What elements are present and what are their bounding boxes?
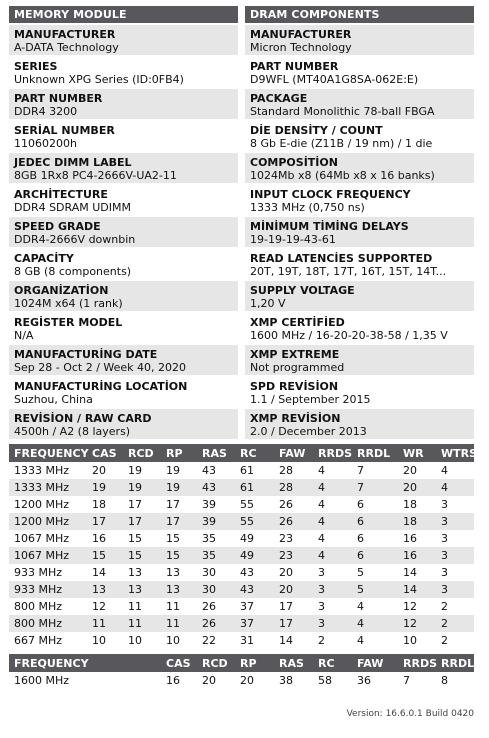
timing-column-header: RP (161, 444, 197, 462)
xmp-cell: 38 (279, 674, 293, 687)
timing-cell: 5 (357, 566, 364, 579)
dram-field (245, 249, 474, 279)
xmp-column-header: FREQUENCY (9, 654, 123, 672)
timing-cell: 61 (240, 464, 254, 477)
module-field (9, 409, 238, 439)
timing-cell: 17 (279, 600, 293, 613)
timing-cell: 13 (128, 566, 142, 579)
xmp-cell: 36 (357, 674, 371, 687)
timing-cell: 16 (403, 532, 417, 545)
timing-cell: 15 (166, 532, 180, 545)
timing-cell: 18 (398, 513, 436, 530)
module-field-label: PART NUMBER (14, 92, 103, 105)
timing-cell: 61 (235, 479, 274, 496)
timing-cell: 22 (202, 634, 216, 647)
timing-table (9, 444, 478, 649)
timing-cell: 14 (92, 566, 106, 579)
timing-cell: 4 (441, 464, 448, 477)
dram-field (245, 217, 474, 247)
xmp-table (9, 654, 474, 689)
module-field-label: JEDEC DIMM LABEL (14, 156, 132, 169)
timing-cell: 1200 MHz (9, 513, 87, 530)
dram-field (245, 281, 474, 311)
dram-field-label: MANUFACTURER (250, 28, 352, 41)
timing-cell: 30 (197, 581, 235, 598)
timing-row (9, 598, 474, 615)
timing-cell: 11 (87, 615, 123, 632)
timing-cell: 3 (318, 600, 325, 613)
timing-cell: 43 (240, 566, 254, 579)
dram-field-label: READ LATENCİES SUPPORTED (250, 252, 433, 265)
timing-cell: 20 (274, 581, 313, 598)
dram-field (245, 313, 474, 343)
timing-cell: 20 (92, 464, 106, 477)
timing-column-header: RRDS (313, 444, 352, 462)
dram-field-label: XMP REVİSİON (250, 412, 341, 425)
timing-cell: 17 (87, 513, 123, 530)
timing-cell: 4 (313, 547, 352, 564)
timing-column-header: RAS (197, 444, 235, 462)
dram-field (245, 377, 474, 407)
xmp-cell: 58 (318, 674, 332, 687)
xmp-column-header: RRDL (436, 654, 474, 672)
timing-cell: 37 (235, 615, 274, 632)
timing-cell: 3 (436, 513, 474, 530)
version-label: Version: 16.6.0.1 Build 0420 (346, 709, 474, 719)
timing-cell: 4 (318, 532, 325, 545)
timing-cell: 4 (357, 600, 364, 613)
timing-cell: 3 (441, 532, 448, 545)
timing-cell: 18 (403, 498, 417, 511)
xmp-row (9, 672, 474, 689)
module-field-value: Sep 28 - Oct 2 / Week 40, 2020 (14, 361, 187, 374)
timing-cell: 13 (123, 581, 161, 598)
dram-field-value: D9WFL (MT40A1G8SA-062E:E) (250, 73, 419, 86)
timing-cell: 17 (128, 498, 142, 511)
timing-cell: 19 (87, 479, 123, 496)
timing-cell: 800 MHz (9, 615, 87, 632)
timing-cell: 15 (123, 547, 161, 564)
timing-cell: 1333 MHz (9, 479, 87, 496)
dram-field-value: 2.0 / December 2013 (250, 425, 367, 438)
timing-cell: 14 (279, 634, 293, 647)
dram-components-column (245, 6, 474, 439)
memory-module-column (9, 6, 238, 439)
xmp-cell: 20 (202, 674, 216, 687)
timing-cell: 26 (279, 498, 293, 511)
timing-row (9, 462, 474, 479)
timing-cell: 20 (279, 566, 293, 579)
timing-column-header: FAW (274, 444, 313, 462)
xmp-column-header: RCD (197, 654, 235, 672)
module-field-value: N/A (14, 329, 34, 342)
timing-cell: 15 (161, 547, 197, 564)
module-field-value: DDR4-2666V downbin (14, 233, 136, 246)
module-field (9, 377, 238, 407)
module-field (9, 57, 238, 87)
timing-cell: 13 (161, 581, 197, 598)
timing-cell: 28 (274, 479, 313, 496)
timing-cell: 23 (274, 547, 313, 564)
timing-cell: 4 (357, 634, 364, 647)
xmp-column-header: RC (313, 654, 352, 672)
xmp-cell: 16 (166, 674, 180, 687)
timing-header-row (9, 444, 474, 462)
dram-field-value: 1333 MHz (0,750 ns) (250, 201, 365, 214)
timing-cell: 933 MHz (14, 566, 63, 579)
dram-field-label: XMP CERTİFİED (250, 316, 345, 329)
timing-cell: 35 (197, 547, 235, 564)
timing-row (9, 530, 474, 547)
module-field-value: DDR4 SDRAM UDIMM (14, 201, 131, 214)
timing-cell: 37 (240, 600, 254, 613)
dram-field (245, 345, 474, 375)
module-field-value: 8GB 1Rx8 PC4-2666V-UA2-11 (14, 169, 177, 182)
timing-cell: 23 (279, 532, 293, 545)
timing-cell: 3 (313, 615, 352, 632)
timing-cell: 4 (313, 479, 352, 496)
dram-field-value: Standard Monolithic 78-ball FBGA (250, 105, 435, 118)
timing-cell: 667 MHz (14, 634, 63, 647)
timing-cell: 3 (441, 566, 448, 579)
dram-field (245, 89, 474, 119)
dram-field-label: SUPPLY VOLTAGE (250, 284, 355, 297)
timing-cell: 55 (240, 498, 254, 511)
timing-cell: 43 (235, 581, 274, 598)
timing-cell: 13 (87, 581, 123, 598)
timing-row (9, 632, 474, 649)
timing-cell: 1067 MHz (9, 547, 87, 564)
timing-cell: 39 (202, 498, 216, 511)
dram-field-label: COMPOSİTİON (250, 156, 338, 169)
dram-field-label: XMP EXTREME (250, 348, 340, 361)
module-field-label: MANUFACTURİNG LOCATİON (14, 380, 188, 393)
module-field (9, 121, 238, 151)
module-field-label: SERİAL NUMBER (14, 124, 115, 137)
timing-cell: 18 (92, 498, 106, 511)
timing-cell: 7 (357, 464, 364, 477)
info-grid (9, 6, 474, 439)
spd-report (9, 6, 478, 689)
timing-cell: 15 (87, 547, 123, 564)
xmp-header-row (9, 654, 474, 672)
module-field-value: A-DATA Technology (14, 41, 119, 54)
timing-column-header: CAS (87, 444, 123, 462)
timing-cell: 11 (166, 600, 180, 613)
timing-cell: 35 (202, 532, 216, 545)
dram-field-value: 1.1 / September 2015 (250, 393, 371, 406)
timing-cell: 12 (398, 615, 436, 632)
timing-cell: 55 (235, 513, 274, 530)
timing-column-header: WTRS (436, 444, 474, 462)
module-field (9, 281, 238, 311)
module-field-value: 4500h / A2 (8 layers) (14, 425, 131, 438)
module-field-value: 1024M x64 (1 rank) (14, 297, 123, 310)
timing-cell: 19 (128, 464, 142, 477)
timing-row (9, 581, 474, 598)
timing-cell: 30 (202, 566, 216, 579)
timing-cell: 17 (123, 513, 161, 530)
timing-cell: 6 (357, 498, 364, 511)
xmp-cell: 20 (240, 674, 254, 687)
dram-field (245, 121, 474, 151)
xmp-column-header: RRDS (398, 654, 436, 672)
timing-cell: 3 (318, 566, 325, 579)
module-field (9, 89, 238, 119)
timing-cell: 11 (123, 615, 161, 632)
timing-cell: 4 (318, 498, 325, 511)
timing-cell: 4 (352, 615, 398, 632)
module-field-value: 8 GB (8 components) (14, 265, 132, 278)
dram-field-value: 20T, 19T, 18T, 17T, 16T, 15T, 14T... (250, 265, 447, 278)
dram-field-value: 1600 MHz / 16-20-20-38-58 / 1,35 V (250, 329, 448, 342)
xmp-cell: 8 (441, 674, 448, 687)
module-field-value: DDR4 3200 (14, 105, 78, 118)
module-field (9, 249, 238, 279)
timing-cell: 4 (436, 479, 474, 496)
module-field (9, 345, 238, 375)
timing-cell: 1333 MHz (14, 464, 70, 477)
module-field-value: 11060200h (14, 137, 77, 150)
timing-cell: 4 (318, 464, 325, 477)
timing-cell: 3 (441, 498, 448, 511)
timing-column-header: RCD (123, 444, 161, 462)
timing-row (9, 547, 474, 564)
timing-cell: 11 (128, 600, 142, 613)
timing-column-header: RC (235, 444, 274, 462)
timing-cell: 3 (436, 581, 474, 598)
dram-field-label: PACKAGE (250, 92, 308, 105)
timing-cell: 1200 MHz (14, 498, 70, 511)
dram-field-label: DİE DENSİTY / COUNT (250, 124, 383, 137)
timing-cell: 49 (240, 532, 254, 545)
dram-field (245, 25, 474, 55)
xmp-column-header: RP (235, 654, 274, 672)
timing-cell: 3 (436, 547, 474, 564)
timing-cell: 43 (202, 464, 216, 477)
module-field (9, 153, 238, 183)
dram-field-value: 1,20 V (250, 297, 286, 310)
xmp-cell (123, 672, 161, 689)
dram-field-label: PART NUMBER (250, 60, 339, 73)
timing-cell: 3 (313, 581, 352, 598)
timing-column-header: WR (398, 444, 436, 462)
timing-row (9, 479, 474, 496)
module-field-label: SERIES (14, 60, 58, 73)
timing-cell: 6 (352, 547, 398, 564)
module-field-label: SPEED GRADE (14, 220, 101, 233)
timing-cell: 2 (441, 600, 448, 613)
timing-cell: 1067 MHz (14, 532, 70, 545)
module-field-label: ORGANİZATİON (14, 284, 109, 297)
module-field-label: ARCHİTECTURE (14, 188, 108, 201)
timing-cell: 28 (279, 464, 293, 477)
dram-field-value: Micron Technology (250, 41, 352, 54)
timing-cell: 20 (403, 464, 417, 477)
xmp-column-header: FAW (352, 654, 398, 672)
dram-field-value: 19-19-19-43-61 (250, 233, 336, 246)
module-field-value: Unknown XPG Series (ID:0FB4) (14, 73, 184, 86)
timing-cell: 933 MHz (9, 581, 87, 598)
timing-cell: 26 (274, 513, 313, 530)
timing-cell: 17 (166, 498, 180, 511)
module-field (9, 25, 238, 55)
xmp-column-header: CAS (161, 654, 197, 672)
timing-column-header: RRDL (352, 444, 398, 462)
dram-field-value: 1024Mb x8 (64Mb x8 x 16 banks) (250, 169, 435, 182)
module-field-label: CAPACİTY (14, 252, 74, 265)
timing-cell: 11 (161, 615, 197, 632)
timing-cell: 10 (92, 634, 106, 647)
xmp-column-header (123, 654, 161, 672)
dram-field-value: Not programmed (250, 361, 345, 374)
timing-cell: 49 (235, 547, 274, 564)
timing-cell: 5 (352, 581, 398, 598)
module-field (9, 313, 238, 343)
dram-field (245, 185, 474, 215)
timing-row (9, 564, 474, 581)
dram-field-label: MİNİMUM TİMİNG DELAYS (250, 220, 409, 233)
module-field (9, 217, 238, 247)
timing-row (9, 496, 474, 513)
timing-cell: 2 (436, 615, 474, 632)
timing-row (9, 615, 474, 632)
dram-components-header: DRAM COMPONENTS (245, 6, 474, 23)
timing-cell: 12 (403, 600, 417, 613)
timing-cell: 6 (357, 532, 364, 545)
dram-field (245, 409, 474, 439)
timing-cell: 43 (197, 479, 235, 496)
module-field-label: REVİSİON / RAW CARD (14, 412, 152, 425)
dram-field-value: 8 Gb E-die (Z11B / 19 nm) / 1 die (250, 137, 433, 150)
timing-cell: 26 (197, 615, 235, 632)
timing-cell: 2 (318, 634, 325, 647)
timing-cell: 10 (166, 634, 180, 647)
timing-cell: 10 (128, 634, 142, 647)
timing-cell: 7 (352, 479, 398, 496)
timing-cell: 13 (166, 566, 180, 579)
timing-cell: 17 (161, 513, 197, 530)
dram-field (245, 153, 474, 183)
timing-cell: 16 (398, 547, 436, 564)
timing-cell: 19 (123, 479, 161, 496)
timing-cell: 12 (92, 600, 106, 613)
timing-cell: 20 (398, 479, 436, 496)
module-field (9, 185, 238, 215)
xmp-cell: 1600 MHz (14, 674, 70, 687)
dram-field (245, 57, 474, 87)
timing-row (9, 513, 474, 530)
timing-cell: 6 (352, 513, 398, 530)
timing-cell: 14 (403, 566, 417, 579)
timing-cell: 16 (92, 532, 106, 545)
dram-field-label: SPD REVİSİON (250, 380, 339, 393)
timing-column-header: FREQUENCY (9, 444, 87, 462)
timing-cell: 2 (441, 634, 448, 647)
module-field-label: MANUFACTURİNG DATE (14, 348, 158, 361)
timing-cell: 15 (128, 532, 142, 545)
timing-cell: 39 (197, 513, 235, 530)
memory-module-header: MEMORY MODULE (9, 6, 238, 23)
timing-cell: 17 (274, 615, 313, 632)
timing-cell: 19 (166, 464, 180, 477)
module-field-value: Suzhou, China (14, 393, 93, 406)
module-field-label: REGİSTER MODEL (14, 316, 123, 329)
timing-cell: 800 MHz (14, 600, 63, 613)
module-field-label: MANUFACTURER (14, 28, 116, 41)
xmp-cell: 7 (403, 674, 410, 687)
dram-field-label: INPUT CLOCK FREQUENCY (250, 188, 411, 201)
xmp-column-header: RAS (274, 654, 313, 672)
timing-cell: 26 (202, 600, 216, 613)
timing-cell: 14 (398, 581, 436, 598)
timing-cell: 31 (240, 634, 254, 647)
timing-cell: 10 (403, 634, 417, 647)
timing-cell: 19 (161, 479, 197, 496)
timing-cell: 4 (313, 513, 352, 530)
